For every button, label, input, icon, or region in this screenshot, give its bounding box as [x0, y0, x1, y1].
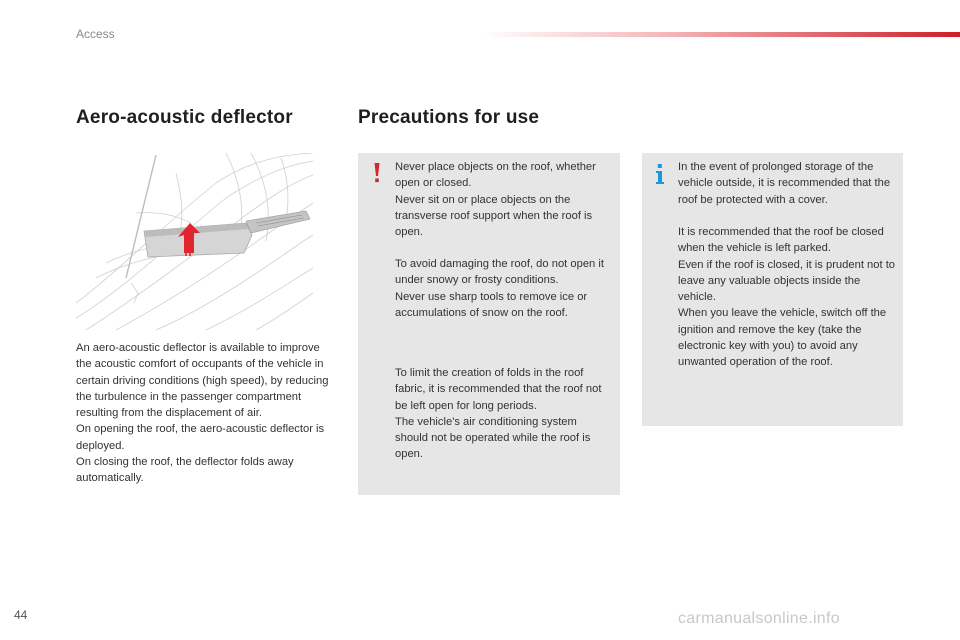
info-text-1: In the event of prolonged storage of the vehicle outside, it is recommended that the roof be protected with a cover.	[678, 161, 891, 206]
warning-text-2: To avoid damaging the roof, do not open it under snowy or frosty conditions. Never use sharp tools to remove ice or accumulations of snow on the roof.	[395, 258, 604, 319]
deflector-description	[76, 340, 332, 487]
deflector-paragraph: An aero-acoustic deflector is available to improve the acoustic comfort of occupants of the vehicle in certain driving conditions (high speed), by reducing the turbulence in the passenger compartment resulting from the displacement of air.	[76, 342, 329, 420]
warning-exclamation-icon	[371, 162, 383, 184]
warning-text-3: To limit the creation of folds in the roof fabric, it is recommended that the roof not be left open for long periods. The vehicle's air conditioning system should not be operated while the roof is open.	[395, 367, 602, 461]
section-title-precautions: Precautions for use	[358, 107, 540, 128]
warning-panel	[358, 153, 620, 495]
deflector-paragraph: On closing the roof, the deflector folds away automatically.	[76, 456, 294, 485]
watermark: carmanualsonline.info	[678, 610, 840, 627]
header-accent-bar	[480, 32, 960, 37]
section-label: Access	[76, 27, 115, 41]
roof-deflector-illustration	[76, 153, 313, 330]
section-title-deflector: Aero-acoustic deflector	[76, 107, 293, 128]
page-number: 44	[14, 608, 28, 622]
info-panel	[642, 153, 903, 426]
warning-text-1: Never place objects on the roof, whether open or closed. Never sit on or place objects on the transverse roof support when the roof is open.	[395, 161, 596, 239]
info-icon	[654, 163, 666, 185]
deflector-paragraph: On opening the roof, the aero-acoustic deflector is deployed.	[76, 423, 325, 452]
info-text-2: It is recommended that the roof be closed when the vehicle is left parked. Even if the roof is closed, it is prudent not to leave any valuable objects inside the vehicle. When you leave the vehicle, switch off the ignition and remove the key (take the electronic key with you) to avoid any unwanted operation of the roof.	[678, 226, 896, 369]
